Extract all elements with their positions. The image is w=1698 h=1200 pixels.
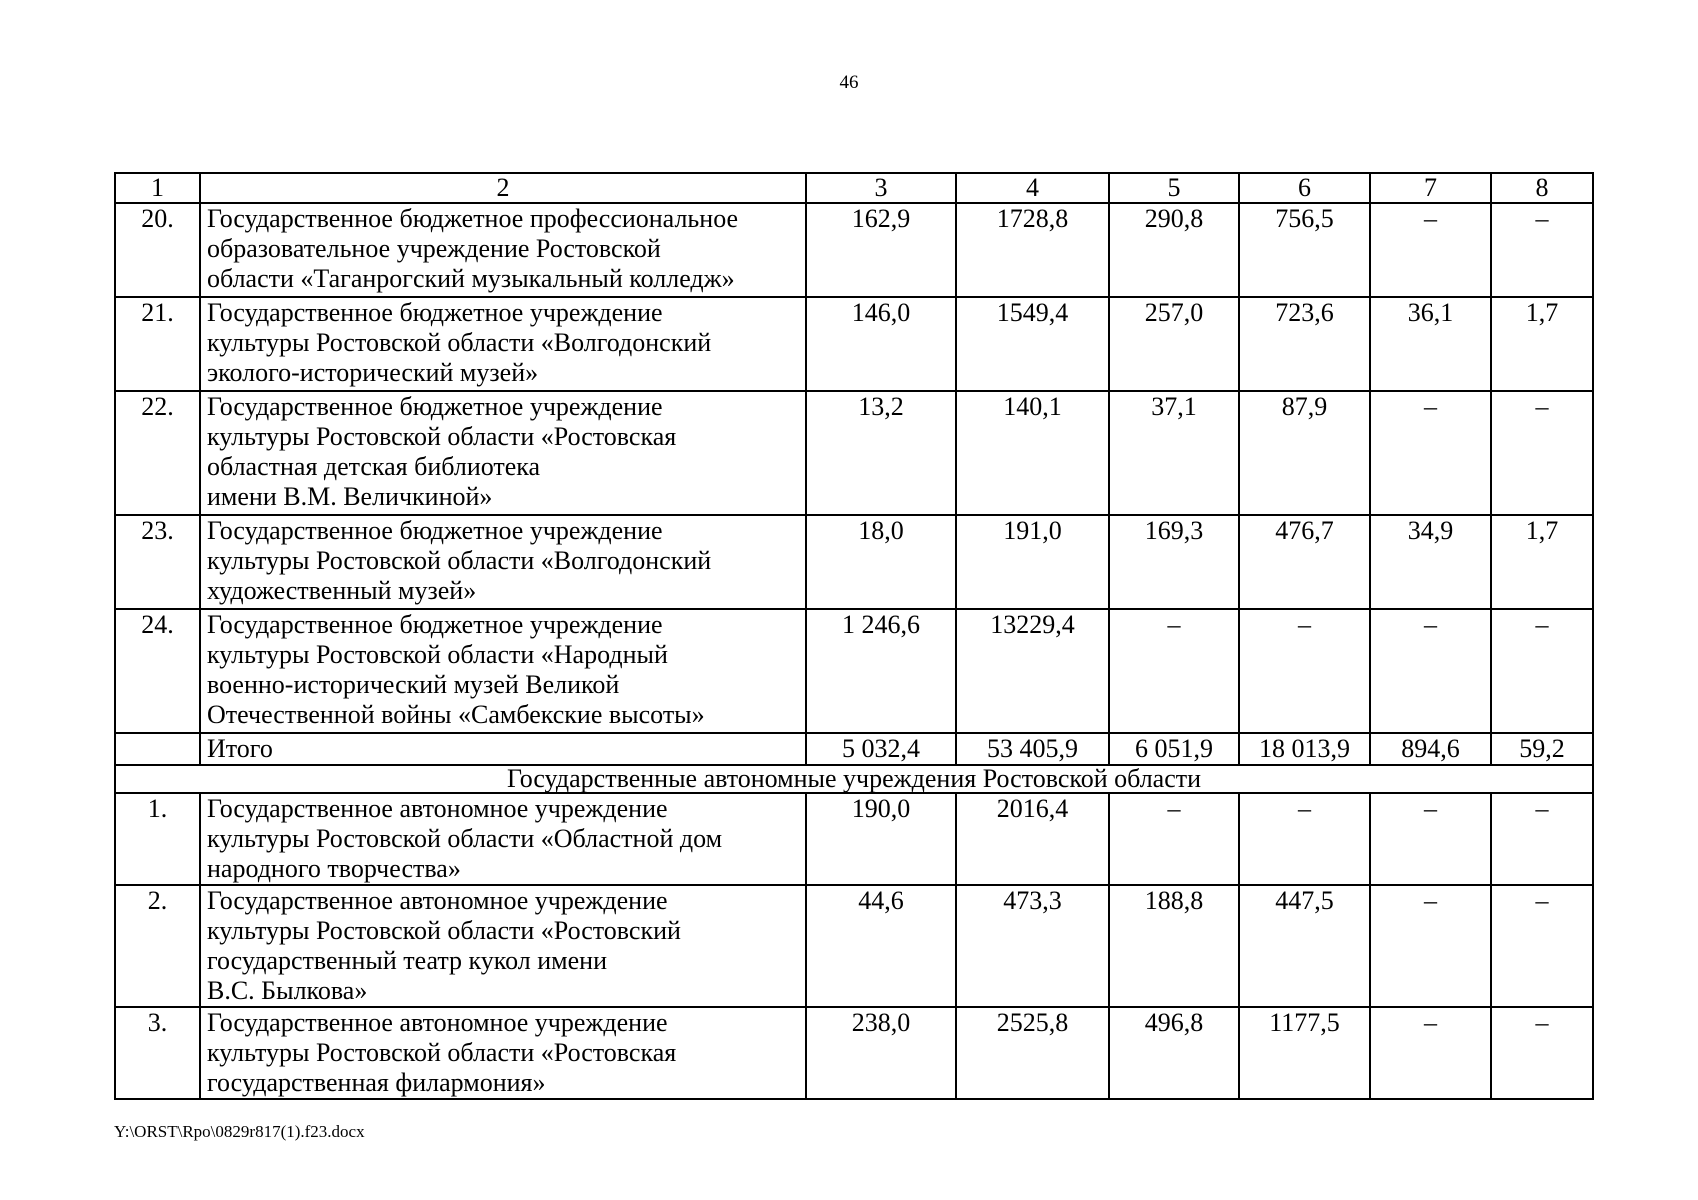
- value-cell-col-4: 1728,8: [956, 203, 1109, 297]
- value-cell-col-5: 257,0: [1109, 297, 1239, 391]
- header-cell: 5: [1109, 173, 1239, 203]
- row-number: 21.: [115, 297, 200, 391]
- table-row: [115, 203, 1593, 297]
- total-num-cell: [115, 733, 200, 765]
- total-value: 59,2: [1491, 733, 1593, 765]
- row-number: 24.: [115, 609, 200, 733]
- institution-name-line: областная детская библиотека: [207, 452, 541, 481]
- total-label: Итого: [200, 733, 806, 765]
- institution-name-line: культуры Ростовской области «Ростовская: [207, 422, 677, 451]
- value-cell-col-3: 238,0: [806, 1007, 956, 1099]
- value-cell-col-5: 37,1: [1109, 391, 1239, 515]
- header-cell: 1: [115, 173, 200, 203]
- value-cell-col-4: 1549,4: [956, 297, 1109, 391]
- value-cell-col-5: –: [1109, 609, 1239, 733]
- value-cell-col-4: 2016,4: [956, 793, 1109, 885]
- header-cell: 8: [1491, 173, 1593, 203]
- table-row: [115, 391, 1593, 515]
- value-cell-col-7: –: [1370, 203, 1491, 297]
- footer-file-path: Y:\ORST\Rpo\0829r817(1).f23.docx: [114, 1122, 365, 1141]
- institution-name-line: Государственное бюджетное учреждение: [207, 298, 663, 327]
- value-cell-col-6: 447,5: [1239, 885, 1370, 1007]
- table-header-row: [115, 173, 1593, 203]
- institution-name-line: имени В.М. Величкиной»: [207, 482, 493, 511]
- value-cell-col-6: 87,9: [1239, 391, 1370, 515]
- table-row: [115, 885, 1593, 1007]
- value-cell-col-7: –: [1370, 793, 1491, 885]
- institution-name: [200, 391, 806, 515]
- total-value: 5 032,4: [806, 733, 956, 765]
- row-number: 2.: [115, 885, 200, 1007]
- total-value: 53 405,9: [956, 733, 1109, 765]
- value-cell-col-3: 1 246,6: [806, 609, 956, 733]
- table-row: [115, 793, 1593, 885]
- value-cell-col-8: –: [1491, 1007, 1593, 1099]
- institution-name: [200, 203, 806, 297]
- table-row: [115, 1007, 1593, 1099]
- header-cell: 2: [200, 173, 806, 203]
- row-number: 3.: [115, 1007, 200, 1099]
- value-cell-col-4: 13229,4: [956, 609, 1109, 733]
- table-row: [115, 609, 1593, 733]
- institution-name-line: области «Таганрогский музыкальный колледж»: [207, 264, 735, 293]
- institution-name-line: Государственное автономное учреждение: [207, 1008, 668, 1037]
- institution-name-line: культуры Ростовской области «Областной дом: [207, 824, 723, 853]
- value-cell-col-4: 2525,8: [956, 1007, 1109, 1099]
- institution-name-line: художественный музей»: [207, 576, 477, 605]
- institution-name-line: культуры Ростовской области «Ростовская: [207, 1038, 677, 1067]
- total-row: [115, 733, 1593, 765]
- value-cell-col-7: –: [1370, 1007, 1491, 1099]
- institution-name: [200, 297, 806, 391]
- institution-name-line: культуры Ростовской области «Ростовский: [207, 916, 681, 945]
- institution-name: [200, 793, 806, 885]
- value-cell-col-3: 162,9: [806, 203, 956, 297]
- value-cell-col-8: –: [1491, 609, 1593, 733]
- header-cell: 7: [1370, 173, 1491, 203]
- value-cell-col-7: 34,9: [1370, 515, 1491, 609]
- table-row: [115, 297, 1593, 391]
- institution-name-line: Государственное бюджетное учреждение: [207, 392, 663, 421]
- header-cell: 6: [1239, 173, 1370, 203]
- data-table: [114, 172, 1594, 1100]
- value-cell-col-8: 1,7: [1491, 297, 1593, 391]
- value-cell-col-5: 169,3: [1109, 515, 1239, 609]
- institution-name-line: культуры Ростовской области «Народный: [207, 640, 668, 669]
- value-cell-col-4: 473,3: [956, 885, 1109, 1007]
- total-value: 18 013,9: [1239, 733, 1370, 765]
- table-body: [115, 173, 1593, 1099]
- institution-name-line: государственный театр кукол имени: [207, 946, 607, 975]
- row-number: 1.: [115, 793, 200, 885]
- value-cell-col-7: 36,1: [1370, 297, 1491, 391]
- total-value: 6 051,9: [1109, 733, 1239, 765]
- value-cell-col-5: 496,8: [1109, 1007, 1239, 1099]
- value-cell-col-6: 1177,5: [1239, 1007, 1370, 1099]
- value-cell-col-7: –: [1370, 609, 1491, 733]
- section-row: [115, 765, 1593, 793]
- value-cell-col-3: 44,6: [806, 885, 956, 1007]
- value-cell-col-4: 140,1: [956, 391, 1109, 515]
- value-cell-col-8: –: [1491, 885, 1593, 1007]
- institution-name-line: Государственное автономное учреждение: [207, 886, 668, 915]
- institution-name: [200, 885, 806, 1007]
- table-row: [115, 515, 1593, 609]
- header-cell: 4: [956, 173, 1109, 203]
- value-cell-col-6: 756,5: [1239, 203, 1370, 297]
- row-number: 22.: [115, 391, 200, 515]
- institution-name: [200, 1007, 806, 1099]
- value-cell-col-5: 188,8: [1109, 885, 1239, 1007]
- value-cell-col-3: 13,2: [806, 391, 956, 515]
- total-value: 894,6: [1370, 733, 1491, 765]
- row-number: 20.: [115, 203, 200, 297]
- institution-name-line: В.С. Былкова»: [207, 976, 368, 1005]
- value-cell-col-6: 723,6: [1239, 297, 1370, 391]
- institution-name-line: Государственное бюджетное профессиональное: [207, 204, 739, 233]
- institution-name-line: культуры Ростовской области «Волгодонский: [207, 328, 712, 357]
- value-cell-col-8: 1,7: [1491, 515, 1593, 609]
- value-cell-col-8: –: [1491, 203, 1593, 297]
- value-cell-col-5: 290,8: [1109, 203, 1239, 297]
- institution-name-line: народного творчества»: [207, 854, 461, 883]
- value-cell-col-8: –: [1491, 391, 1593, 515]
- institution-name-line: эколого-исторический музей»: [207, 358, 539, 387]
- institution-name: [200, 609, 806, 733]
- value-cell-col-3: 190,0: [806, 793, 956, 885]
- page-number: 46: [839, 72, 859, 93]
- header-cell: 3: [806, 173, 956, 203]
- institution-name-line: Государственное бюджетное учреждение: [207, 516, 663, 545]
- institution-name-line: образовательное учреждение Ростовской: [207, 234, 661, 263]
- institution-name-line: культуры Ростовской области «Волгодонский: [207, 546, 712, 575]
- value-cell-col-5: –: [1109, 793, 1239, 885]
- value-cell-col-3: 146,0: [806, 297, 956, 391]
- value-cell-col-3: 18,0: [806, 515, 956, 609]
- institution-name-line: Государственное автономное учреждение: [207, 794, 668, 823]
- value-cell-col-7: –: [1370, 391, 1491, 515]
- value-cell-col-6: –: [1239, 793, 1370, 885]
- value-cell-col-6: –: [1239, 609, 1370, 733]
- value-cell-col-6: 476,7: [1239, 515, 1370, 609]
- institution-name: [200, 515, 806, 609]
- value-cell-col-8: –: [1491, 793, 1593, 885]
- institution-name-line: государственная филармония»: [207, 1068, 546, 1097]
- row-number: 23.: [115, 515, 200, 609]
- value-cell-col-7: –: [1370, 885, 1491, 1007]
- value-cell-col-4: 191,0: [956, 515, 1109, 609]
- institution-name-line: Отечественной войны «Самбекские высоты»: [207, 700, 705, 729]
- institution-name-line: Государственное бюджетное учреждение: [207, 610, 663, 639]
- section-title: Государственные автономные учреждения Ростовской области: [115, 765, 1593, 793]
- institution-name-line: военно-исторический музей Великой: [207, 670, 620, 699]
